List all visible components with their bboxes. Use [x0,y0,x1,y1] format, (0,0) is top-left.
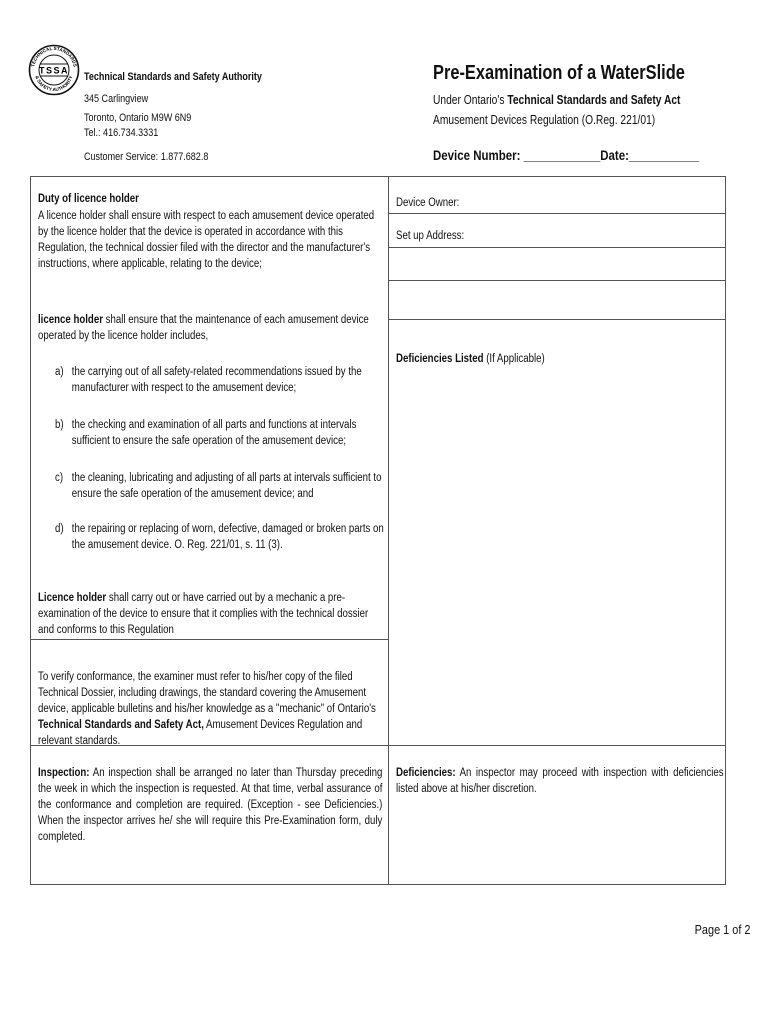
right-divider-2 [388,247,726,248]
verify-tail: Amusement Devices Regulation and relevant standards. [38,719,363,747]
inspection-text: An inspection shall be arranged no later than Thursday preceding the week in which the inspection is requested. At that time, verbal assurance of the conformance and completion are required. (Exception - see Deficiencies.) When the inspector arrives he/ she will require this Pre-Examination form, duly completed. [38,767,383,843]
left-divider-1 [31,639,388,640]
deficiencies-paragraph [396,765,724,797]
right-divider-4 [388,319,726,320]
carry-out-paragraph [38,590,382,638]
deficiencies-text: An inspector may proceed with inspection with deficiencies listed above at his/her discretion. [396,767,724,795]
deficiencies-listed-label [396,351,724,367]
deficiencies-listed-text: (If Applicable) [483,353,545,365]
inspection-paragraph [38,765,382,845]
form-table [30,176,726,885]
setup-address-label: Set up Address: [396,230,465,242]
list-item: d) the repairing or replacing of worn, defective, damaged or broken parts on the amusement device. O. Reg. 221/01, s. 11 (3). [55,523,384,551]
device-owner-label: Device Owner: [396,197,460,209]
org-name: Technical Standards and Safety Authority [84,71,262,83]
maintenance-text: shall ensure that the maintenance of each amusement device operated by the licence holder includes, [38,314,369,342]
logo-ring-top: TECHNICAL STANDARDS [30,45,78,68]
org-customer-service: Customer Service: 1.877.682.8 [84,151,209,163]
verify-text: To verify conformance, the examiner must refer to his/her copy of the filed Technical Dossier, including drawings, the standard covering the Amusement device, applicable bulletins and his/her knowledge as a "mechanic" of Ontario's [38,671,376,715]
org-tel: Tel.: 416.734.3331 [84,127,159,139]
device-number-date-line: Device Number: ____________Date:___________ [433,147,700,163]
right-divider-3 [388,280,726,281]
logo-center-text: TSSA [38,65,70,76]
carry-bold: Licence holder [38,592,107,604]
duty-text: A licence holder shall ensure with respect to each amusement device operated by the licence holder that the device is operated in accordance with this Regulation, the technical dossier filed with the director and the manufacturer's instructions, where applicable, relating to the device; [38,210,375,270]
duty-heading: Duty of licence holder [38,193,139,205]
verify-paragraph [38,669,382,749]
right-divider-5 [388,745,726,746]
maintenance-bold: licence holder [38,314,103,326]
regulation-name: Amusement Devices Regulation (O.Reg. 221/01) [433,113,656,127]
verify-bold: Technical Standards and Safety Act, [38,719,204,731]
logo-ring-bottom: & SAFETY AUTHORITY [34,75,74,93]
page-number: Page 1 of 2 [694,922,750,937]
under-prefix: Under Ontario's [433,93,508,107]
org-address2: Toronto, Ontario M9W 6N9 [84,112,192,124]
org-address1: 345 Carlingview [84,93,149,105]
org-info [84,70,262,165]
page-title: Pre-Examination of a WaterSlide [433,62,685,84]
title-subtitle [433,90,680,130]
inspection-bold: Inspection: [38,767,90,779]
right-divider-1 [388,213,726,214]
list-item: c) the cleaning, lubricating and adjusting of all parts at intervals sufficient to ensure the safe operation of the amusement device; and [55,472,382,500]
maintenance-paragraph [38,312,382,344]
tssa-logo [28,44,80,96]
deficiencies-bold: Deficiencies: [396,767,456,779]
list-item: a) the carrying out of all safety-related recommendations issued by the manufacturer with respect to the amusement device; [55,366,362,394]
act-name: Technical Standards and Safety Act [507,93,681,107]
carry-text: shall carry out or have carried out by a mechanic a pre- examination of the device to ensure that it complies with the technical dossier and conforms to this Regulation [38,592,369,636]
deficiencies-listed-bold: Deficiencies Listed [396,353,484,365]
list-item: b) the checking and examination of all parts and functions at intervals sufficient to ensure the safe operation of the amusement device; [55,419,357,447]
